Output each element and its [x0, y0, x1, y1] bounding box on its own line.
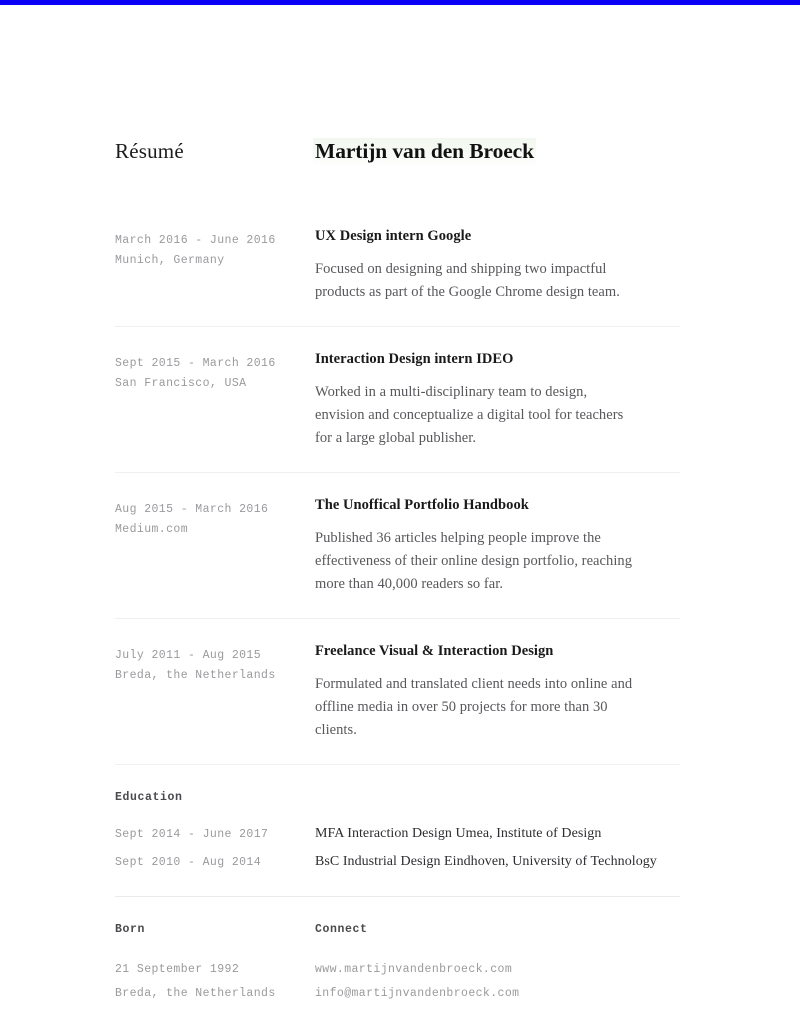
experience-title: The Unoffical Portfolio Handbook [315, 497, 529, 513]
education-description: BsC Industrial Design Eindhoven, University of Technology [315, 854, 657, 869]
experience-meta [115, 351, 315, 450]
resume-content [115, 5, 680, 1006]
experience-description: Worked in a multi-disciplinary team to design, envision and conceptualize a digital tool for teachers for a large global publisher. [315, 384, 624, 446]
experience-title: UX Design intern Google [315, 228, 472, 244]
resume-page [0, 5, 800, 1006]
experience-meta [115, 228, 315, 304]
experience-entry [115, 327, 680, 473]
experience-description: Focused on designing and shipping two impactful products as part of the Google Chrome design team. [315, 261, 620, 300]
connect-heading: Connect [315, 923, 368, 936]
experience-description: Published 36 articles helping people improve the effectiveness of their online design portfolio, reaching more than 40,000 readers so far. [315, 530, 632, 592]
experience-entry [115, 473, 680, 619]
experience-list [115, 228, 680, 765]
footer-section [115, 897, 680, 1006]
education-section [115, 765, 680, 897]
experience-body [315, 497, 680, 596]
person-name: Martijn van den Broeck [313, 138, 536, 166]
experience-body [315, 228, 680, 304]
experience-title: Freelance Visual & Interaction Design [315, 643, 554, 659]
experience-location: Medium.com [115, 523, 189, 536]
page-title: Résumé [115, 139, 184, 163]
education-description: MFA Interaction Design Umea, Institute of Design [315, 826, 602, 841]
experience-dates: Sept 2015 - March 2016 [115, 357, 276, 370]
experience-entry [115, 619, 680, 765]
education-heading: Education [115, 791, 183, 804]
born-column [115, 923, 315, 1006]
experience-location: Munich, Germany [115, 254, 225, 267]
experience-location: Breda, the Netherlands [115, 669, 276, 682]
education-dates: Sept 2010 - Aug 2014 [115, 856, 262, 869]
email-link[interactable]: info@martijnvandenbroeck.com [315, 987, 520, 1000]
born-heading: Born [115, 923, 146, 936]
born-place: Breda, the Netherlands [115, 987, 276, 1000]
resume-header [115, 5, 680, 180]
education-row [115, 854, 680, 870]
experience-dates: Aug 2015 - March 2016 [115, 503, 269, 516]
born-date: 21 September 1992 [115, 963, 240, 976]
website-link[interactable]: www.martijnvandenbroeck.com [315, 963, 513, 976]
experience-description: Formulated and translated client needs into online and offline media in over 50 projects for more than 30 clients. [315, 676, 633, 738]
experience-dates: July 2011 - Aug 2015 [115, 649, 262, 662]
experience-meta [115, 643, 315, 742]
education-row [115, 826, 680, 842]
connect-column [315, 923, 635, 1006]
education-dates: Sept 2014 - June 2017 [115, 828, 269, 841]
experience-entry [115, 228, 680, 327]
experience-body [315, 643, 680, 742]
experience-location: San Francisco, USA [115, 377, 247, 390]
experience-meta [115, 497, 315, 596]
experience-title: Interaction Design intern IDEO [315, 351, 514, 367]
experience-dates: March 2016 - June 2016 [115, 234, 276, 247]
experience-body [315, 351, 680, 450]
